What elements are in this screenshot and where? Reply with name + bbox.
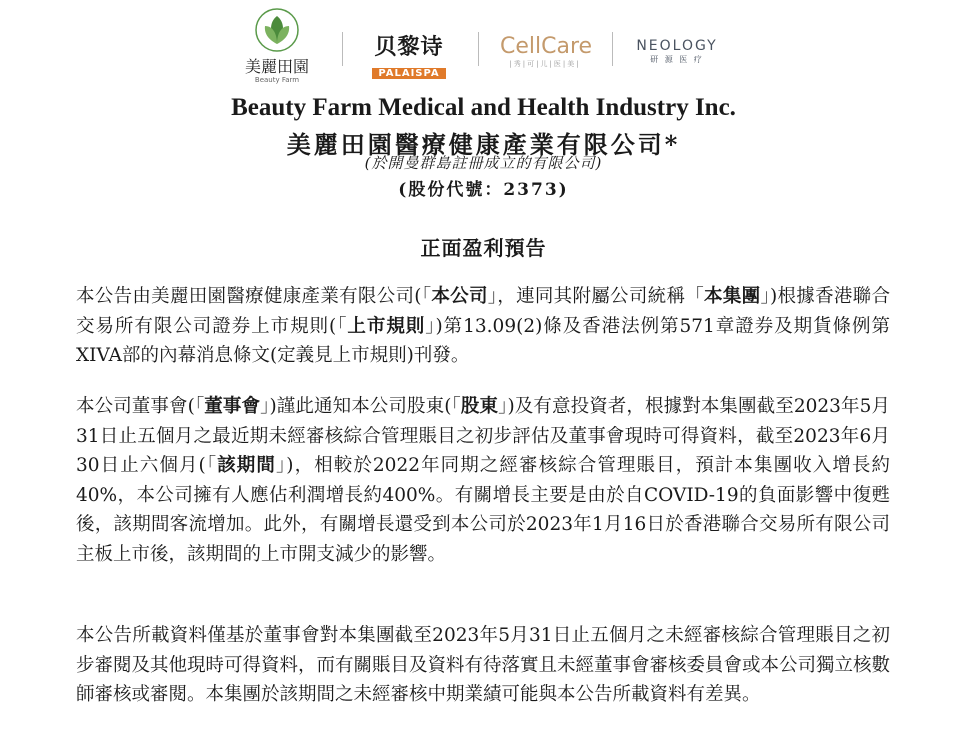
logo-divider [478, 32, 479, 66]
logo-divider [342, 32, 343, 66]
company-name-cn: 美麗田園醫療健康產業有限公司* [286, 130, 681, 159]
paragraph-3 [76, 621, 890, 710]
cellcare-logo [500, 34, 593, 69]
defined-term: 董事會 [204, 396, 261, 417]
leaf-icon [255, 8, 299, 52]
text-run: 」)根據香港聯合交易所有限公司證券上市規則(「 [76, 286, 890, 337]
text-run: 」)第13.09(2)條及香港法例第571章證券及期貨條例第XIVA部的內幕消息條文(定義見上市規則)刊發。 [76, 315, 890, 366]
defined-term: 上市規則 [347, 315, 426, 337]
palaispa-en: PALAISPA [372, 68, 445, 79]
logo-bar [0, 8, 967, 88]
neology-en: NEOLOGY [636, 38, 718, 54]
beauty-farm-logo [232, 8, 322, 84]
defined-term: 該期間 [217, 455, 276, 476]
incorporation-note: (於開曼群島註冊成立的有限公司) [364, 154, 603, 172]
defined-term: 本公司 [431, 286, 488, 307]
neology-logo [632, 38, 722, 65]
text-run: 本公告所載資料僅基於董事會對本集團截至2023年5月31日止五個月之未經審核綜合管理賬目之初步審閱及其他現時可得資料，而有關賬目及資料有待落實且未經董事會審核委員會或本公司獨立核數師審核或審閱。本集團於該期間之未經審核中期業績可能與本公告所載資料有差異。 [76, 625, 891, 705]
text-run: 本公司董事會(「 [76, 396, 205, 417]
cellcare-en: CellCare [500, 34, 593, 59]
text-run: 」)及有意投資者，根據對本集團截至2023年5月31日止五個月之最近期未經審核綜合管理賬目之初步評估及董事會現時可得資料，截至2023年6月30日止六個月(「 [76, 396, 890, 476]
text-run: 」)謹此通知本公司股東(「 [260, 396, 461, 417]
text-run: 」)，相較於2022年同期之經審核綜合管理賬目，預計本集團收入增長約40%，本公司擁有人應佔利潤增長約400%。有關增長主要是由於自COVID-19的負面影響中復甦後，該期間客流增加。此外，有關增長還受到本公司於2023年1月16日於香港聯合交易所有限公司主板上市後，該期間的上市開支減少的影響。 [76, 455, 890, 565]
defined-term: 本集團 [704, 286, 761, 307]
palaispa-logo [360, 30, 458, 80]
text-run: 本公告由美麗田園醫療健康產業有限公司(「 [76, 286, 432, 307]
beauty-farm-en: Beauty Farm [254, 76, 300, 84]
text-run: 」，連同其附屬公司統稱「 [487, 286, 705, 307]
paragraph-2 [76, 392, 890, 569]
cellcare-cn: |秀|可|儿|医|美| [509, 60, 581, 68]
defined-term: 股東 [460, 396, 499, 417]
company-name-en: Beauty Farm Medical and Health Industry Inc. [231, 94, 736, 121]
palaispa-cn: 贝黎诗 [374, 35, 444, 60]
document-title: 正面盈利預告 [420, 236, 547, 260]
neology-cn: 研 源 医 疗 [650, 55, 704, 64]
beauty-farm-cn: 美麗田園 [244, 57, 309, 76]
logo-divider [612, 32, 613, 66]
paragraph-1 [76, 282, 890, 371]
stock-code: (股份代號：2373) [398, 180, 569, 200]
